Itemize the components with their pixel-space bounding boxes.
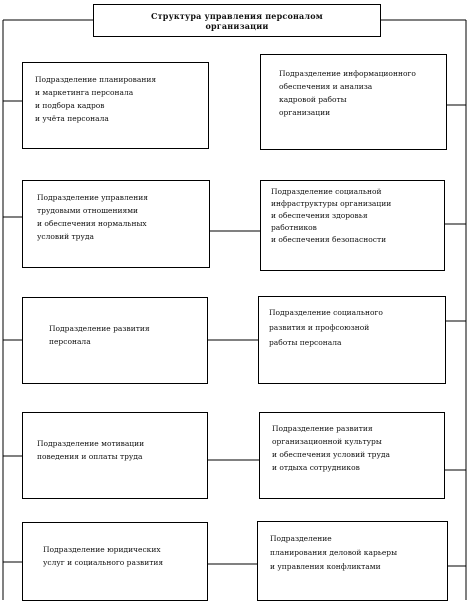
right-box-3-text: Подразделение социального развития и профсоюзной работы персонала: [269, 308, 383, 347]
right-box-5: [257, 521, 448, 601]
left-box-5-text: Подразделение юридических услуг и социального развития: [43, 545, 164, 567]
left-box-3: [22, 297, 208, 384]
right-box-3: [258, 296, 446, 384]
left-box-1: [22, 62, 209, 149]
left-box-5: [22, 522, 208, 601]
right-box-2: [260, 180, 445, 271]
right-box-4-text: Подразделение развития организационной культуры и обеспечения условий труда и отдыха сотрудников: [272, 424, 390, 472]
title-line-1: Структура управления персоналом: [151, 10, 323, 21]
left-box-4: [22, 412, 208, 499]
left-box-4-text: Подразделение мотивации поведения и оплаты труда: [37, 439, 145, 461]
right-box-1: [260, 54, 447, 150]
left-box-1-text: Подразделение планирования и маркетинга персонала и подбора кадров и учёта персонала: [35, 75, 157, 123]
left-box-2: [22, 180, 210, 268]
right-box-1-text: Подразделение информационного обеспечения и анализа кадровой работы организации: [279, 69, 416, 117]
diagram-title-box: [93, 4, 381, 37]
right-box-4: [259, 412, 445, 499]
right-box-2-text: Подразделение социальной инфраструктуры организации и обеспечения здоровья работников и обеспечения безопасности: [271, 187, 392, 244]
right-box-5-text: Подразделение планирования деловой карьеры и управления конфликтами: [270, 534, 398, 571]
left-box-2-text: Подразделение управления трудовыми отношениями и обеспечения нормальных условий труда: [37, 193, 148, 241]
left-box-3-text: Подразделение развития персонала: [49, 324, 150, 346]
title-line-2: организации: [205, 20, 269, 31]
